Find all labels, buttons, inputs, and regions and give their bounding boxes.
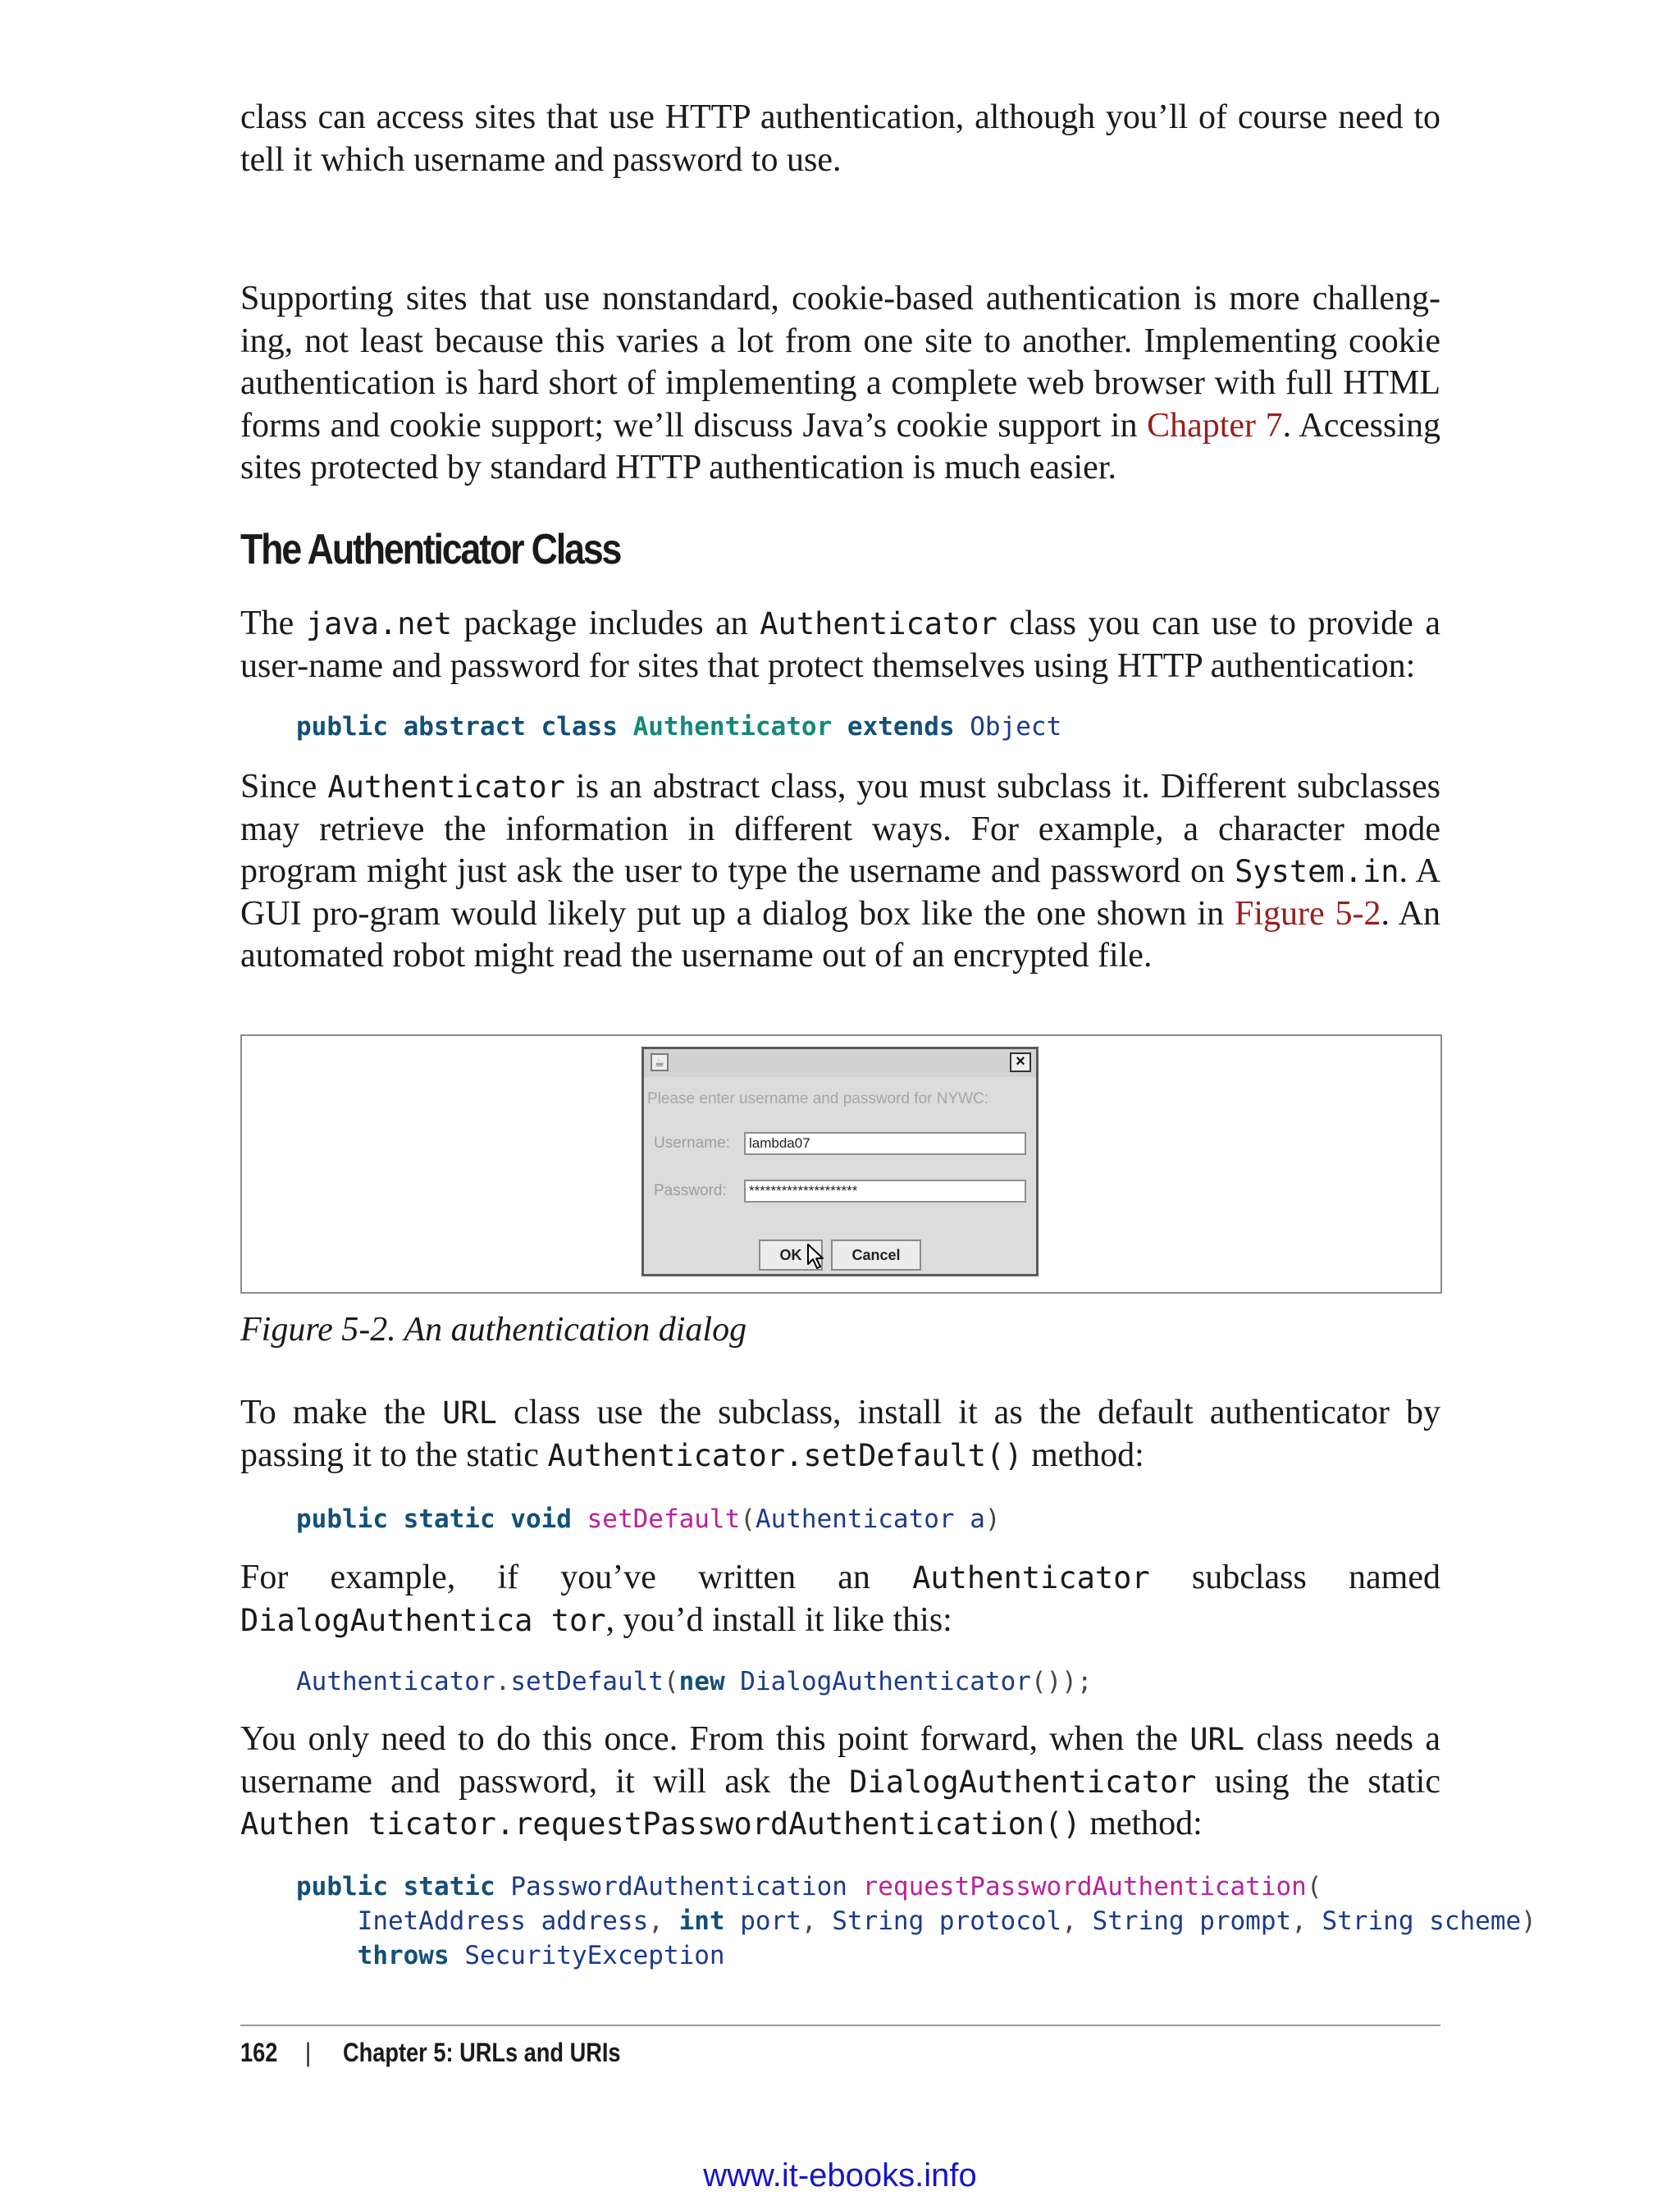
footer-separator: |: [305, 2038, 312, 2067]
paragraph-text: For example, if you’ve written an: [240, 1559, 913, 1596]
code-class-name: Authenticator: [632, 712, 833, 742]
code-keyword: public abstract class: [296, 712, 618, 742]
auth-dialog: [641, 1047, 1039, 1276]
java-cup-icon: ☕: [651, 1053, 669, 1071]
password-label: Password:: [654, 1182, 727, 1199]
code-keyword: public static void: [296, 1504, 572, 1534]
code-param: String protocol: [832, 1906, 1062, 1936]
paragraph-text: The: [240, 605, 306, 642]
paragraph-text: class use the subclass, install it as the default authenticator by passing it to the static: [240, 1394, 1440, 1474]
mouse-pointer-icon: [806, 1243, 826, 1271]
code-type: Object: [970, 712, 1062, 742]
code-method: setDefault: [510, 1667, 664, 1696]
code-type: PasswordAuthentication: [510, 1872, 847, 1901]
figure-caption: Figure 5-2. An authentication dialog: [240, 1311, 747, 1349]
code-keyword: throws: [357, 1941, 450, 1970]
inline-code: DialogAuthenticator: [849, 1764, 1197, 1800]
paragraph-text: . An automated robot might read the username out of an encrypted file.: [240, 894, 1440, 975]
code-punct: .: [495, 1667, 511, 1696]
code-punct: ): [1521, 1906, 1536, 1936]
code-punct: ,: [648, 1906, 679, 1936]
inline-code: Authenticator: [912, 1560, 1150, 1596]
footer-chapter-title: Chapter 5: URLs and URIs: [343, 2038, 621, 2067]
code-keyword: extends: [847, 712, 955, 742]
paragraph-text: Since: [240, 768, 328, 806]
code-type: Authenticator: [296, 1667, 495, 1696]
paragraph-text: subclass named: [1149, 1559, 1440, 1596]
dialog-prompt: Please enter username and password for NYWC:: [647, 1090, 989, 1107]
inline-code: Authenticator.setDefault(): [547, 1437, 1023, 1473]
paragraph-text: using the static: [1196, 1762, 1440, 1801]
code-block-install: [296, 1664, 1093, 1699]
code-keyword: int: [678, 1906, 725, 1936]
code-punct: ,: [801, 1906, 833, 1936]
code-type: SecurityException: [464, 1941, 725, 1970]
username-label: Username:: [654, 1134, 730, 1152]
code-method: setDefault: [587, 1504, 741, 1534]
ok-button[interactable]: OK: [759, 1239, 823, 1271]
code-block-request-method: [296, 1869, 1536, 1973]
inline-code: Authen ticator.requestPasswordAuthentication(): [240, 1806, 1081, 1842]
paragraph-text: class can access sites that use HTTP authentication, although you’ll of course need to tell it which username and password to use.: [240, 98, 1440, 179]
code-type: DialogAuthenticator: [740, 1667, 1031, 1696]
watermark-link[interactable]: www.it-ebooks.info: [703, 2157, 977, 2194]
paragraph-text: class needs a username and password, it will ask the: [240, 1720, 1440, 1801]
paragraph-text: , you’d install it like this:: [605, 1600, 952, 1639]
code-punct: ,: [1061, 1906, 1093, 1936]
paragraph-text: method:: [1080, 1805, 1203, 1842]
paragraph-text: Supporting sites that use nonstandard, cookie-based authentication is more challeng-ing, not least because this varies a lot from one site to another. Implementing cookie authentication is hard short of implementing a complete web browser with full HTML forms and cookie support; we’ll discuss Java’s cookie support in: [240, 280, 1440, 445]
code-block-class-declaration: [296, 710, 1061, 744]
paragraph-authenticator-intro: [240, 603, 1440, 687]
code-punct: ,: [1291, 1906, 1322, 1936]
paragraph-http-auth-intro: [240, 97, 1440, 181]
paragraph-text: You only need to do this once. From this point forward, when the: [240, 1720, 1190, 1758]
paragraph-text: method:: [1022, 1436, 1144, 1474]
username-field[interactable]: lambda07: [744, 1132, 1026, 1155]
code-block-set-default: [296, 1502, 1001, 1536]
inline-code: Authenticator: [760, 606, 998, 641]
inline-code: URL: [442, 1395, 497, 1431]
paragraph-text: class you can use to provide a user-name and password for sites that protect themselves using HTTP authentication:: [240, 605, 1440, 685]
code-keyword: public static: [296, 1872, 495, 1901]
code-method: requestPasswordAuthentication: [862, 1872, 1307, 1901]
code-param: port: [740, 1906, 801, 1936]
paragraph-request-password: [240, 1719, 1440, 1846]
code-punct: ): [984, 1504, 1001, 1534]
paragraph-text: To make the: [240, 1394, 443, 1431]
inline-code: System.in: [1235, 854, 1399, 889]
paragraph-text: . Accessing sites protected by standard HTTP authentication is much easier.: [240, 406, 1441, 486]
inline-code: Authenticator: [327, 769, 565, 805]
dialog-titlebar[interactable]: [644, 1049, 1036, 1077]
footer-rule: [240, 2025, 1440, 2026]
paragraph-text: is an abstract class, you must subclass it. Different subclasses may retrieve the information in different ways. For example, a character mode program might just ask the user to type the username and password on: [240, 768, 1441, 890]
paragraph-text: package includes an: [452, 605, 760, 642]
code-punct: ());: [1030, 1667, 1093, 1696]
inline-code: DialogAuthentica tor: [240, 1602, 606, 1638]
inline-code: java.net: [305, 606, 453, 641]
code-arg: a: [970, 1504, 985, 1534]
code-keyword: new: [678, 1667, 725, 1696]
close-icon[interactable]: ×: [1010, 1052, 1031, 1072]
paragraph-cookie-auth: [240, 278, 1440, 490]
cancel-button[interactable]: Cancel: [831, 1239, 921, 1271]
code-type: Authenticator: [755, 1504, 955, 1534]
page-number: 162: [240, 2038, 278, 2067]
figure-5-2: [240, 1034, 1442, 1294]
paragraph-dialog-authenticator: [240, 1557, 1440, 1641]
password-field[interactable]: ********************: [744, 1180, 1026, 1203]
section-heading: The Authenticator Class: [240, 526, 621, 573]
code-param: String scheme: [1322, 1906, 1522, 1936]
code-punct: (: [740, 1504, 756, 1534]
figure-5-2-link[interactable]: Figure 5-2: [1234, 894, 1381, 933]
code-punct: (: [1306, 1872, 1322, 1901]
code-punct: (: [663, 1667, 679, 1696]
paragraph-set-default: [240, 1392, 1440, 1477]
paragraph-text: . A GUI pro-gram would likely put up a dialog box like the one shown in: [240, 852, 1441, 933]
inline-code: URL: [1189, 1722, 1245, 1757]
chapter-7-link[interactable]: Chapter 7: [1147, 406, 1283, 445]
code-param: InetAddress address: [357, 1906, 649, 1936]
paragraph-subclass-info: [240, 766, 1440, 978]
code-param: String prompt: [1092, 1906, 1292, 1936]
